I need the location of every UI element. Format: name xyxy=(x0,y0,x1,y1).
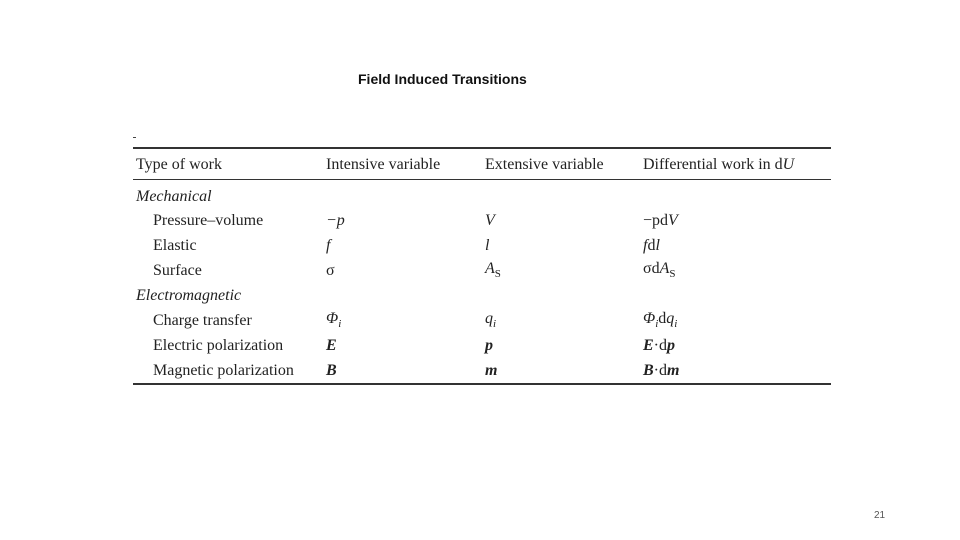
table-row xyxy=(133,358,831,384)
category-label: Electromagnetic xyxy=(136,286,242,304)
work-type-cell: Magnetic polarization xyxy=(153,361,294,379)
work-dot: ·d xyxy=(653,336,667,354)
work-b: p xyxy=(667,336,675,354)
extensive-cell: p xyxy=(485,336,493,354)
work-b-subscript: i xyxy=(674,318,678,331)
intensive-subscript: i xyxy=(338,318,342,331)
table-tick-mark xyxy=(133,137,136,138)
work-type-cell: Pressure–volume xyxy=(153,211,264,229)
work-cell xyxy=(640,208,831,233)
work-b: l xyxy=(655,236,660,254)
work-type-cell: Charge transfer xyxy=(153,311,252,329)
work-cell xyxy=(640,258,831,283)
extensive-cell xyxy=(482,308,640,333)
intensive-cell: f xyxy=(326,236,331,254)
extensive-cell xyxy=(482,258,640,283)
category-label: Mechanical xyxy=(136,188,212,205)
work-cell xyxy=(640,308,831,333)
work-d: d xyxy=(647,236,656,254)
extensive-cell: V xyxy=(485,211,495,229)
table-row xyxy=(133,233,831,258)
table-header xyxy=(133,148,831,180)
intensive-cell xyxy=(323,308,482,333)
table-row xyxy=(133,308,831,333)
work-d: d xyxy=(658,310,667,328)
work-var: V xyxy=(668,211,678,229)
work-cell xyxy=(640,333,831,358)
intensive-cell: −p xyxy=(326,211,345,229)
work-a: B xyxy=(643,361,654,379)
work-a: f xyxy=(643,236,648,254)
work-dot: ·d xyxy=(653,361,667,379)
work-cell xyxy=(640,233,831,258)
table-row xyxy=(133,208,831,233)
extensive-symbol: A xyxy=(485,260,495,278)
extensive-subscript: S xyxy=(494,268,501,281)
work-type-cell: Electric polarization xyxy=(153,336,284,354)
intensive-cell: B xyxy=(326,361,337,379)
header-intensive-variable: Intensive variable xyxy=(326,156,441,173)
header-differential-work xyxy=(640,148,831,180)
table-row xyxy=(133,333,831,358)
work-a: E xyxy=(643,336,654,354)
work-type-cell: Elastic xyxy=(153,236,197,254)
intensive-symbol: Φ xyxy=(326,310,339,328)
work-a-subscript: i xyxy=(655,318,659,331)
work-cell xyxy=(640,358,831,384)
extensive-cell: m xyxy=(485,361,498,379)
category-row-electromagnetic xyxy=(133,283,831,308)
work-subscript: S xyxy=(669,268,676,281)
work-a: σd xyxy=(643,260,660,278)
header-differential-work-text: Differential work in d xyxy=(643,156,783,173)
intensive-cell: E xyxy=(326,336,337,354)
page-number: 21 xyxy=(874,510,886,521)
work-a: Φ xyxy=(643,310,656,328)
extensive-cell: l xyxy=(485,236,490,254)
header-type-of-work: Type of work xyxy=(136,156,222,173)
work-prefix: −pd xyxy=(643,211,669,229)
slide-title: Field Induced Transitions xyxy=(358,71,527,87)
work-b: A xyxy=(659,260,670,278)
work-b: q xyxy=(666,310,675,328)
extensive-subscript: i xyxy=(493,318,497,331)
work-types-table xyxy=(133,147,831,385)
table-row xyxy=(133,258,831,283)
work-b: m xyxy=(667,361,680,379)
work-type-cell: Surface xyxy=(153,261,202,279)
extensive-symbol: q xyxy=(485,310,493,328)
header-extensive-variable: Extensive variable xyxy=(485,156,604,173)
header-differential-work-var: U xyxy=(782,156,795,173)
category-row-mechanical xyxy=(133,180,831,209)
intensive-cell: σ xyxy=(326,261,335,279)
